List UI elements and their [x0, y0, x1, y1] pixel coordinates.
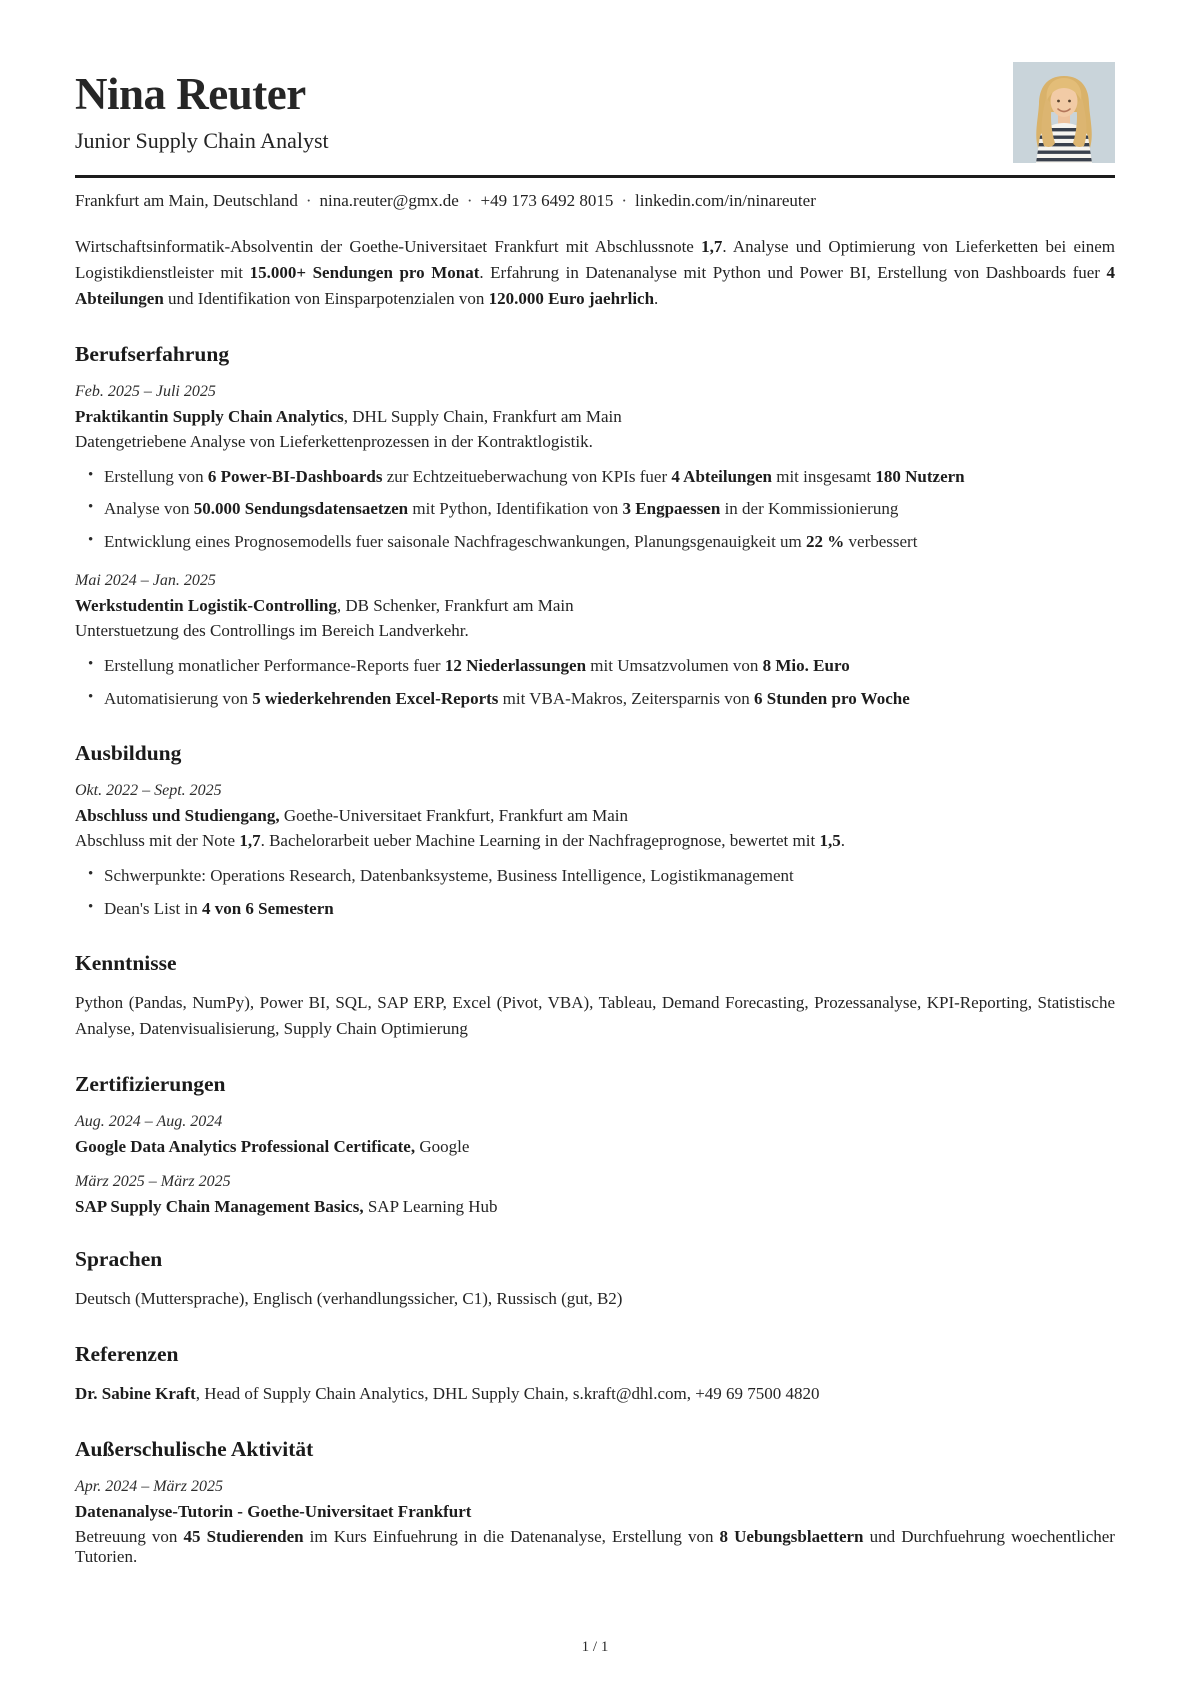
- certification-entry: [75, 1173, 1115, 1217]
- contact-line: [75, 191, 1115, 211]
- entry-date: März 2025 – März 2025: [75, 1173, 231, 1191]
- contact-linkedin: linkedin.com/in/ninareuter: [635, 190, 816, 210]
- contact-email: nina.reuter@gmx.de: [319, 190, 459, 210]
- page-footer: [0, 1639, 1190, 1656]
- experience-entry: [75, 383, 1115, 555]
- header-divider: [75, 175, 1115, 178]
- entry-description: Abschluss mit der Note 1,7. Bachelorarbeit ueber Machine Learning in der Nachfrageprognose, bewertet mit 1,5.: [75, 831, 845, 851]
- entry-description: Unterstuetzung des Controllings im Bereich Landverkehr.: [75, 621, 469, 641]
- entry-description: Betreuung von 45 Studierenden im Kurs Einfuehrung in die Datenanalyse, Erstellung von 8 Uebungsblaettern und Durchfuehrung woechentlicher Tutorien.: [75, 1527, 1115, 1567]
- skills-paragraph: Python (Pandas, NumPy), Power BI, SQL, SAP ERP, Excel (Pivot, VBA), Tableau, Demand Forecasting, Prozessanalyse, KPI-Reporting, Statistische Analyse, Datenvisualisierung, Supply Chain Optimierung: [75, 993, 1115, 1039]
- bullet-item: • Erstellung von 6 Power-BI-Dashboards zur Echtzeitueberwachung von KPIs fuer 4 Abteilungen mit insgesamt 180 Nutzern: [104, 464, 1115, 490]
- person-job-title: Junior Supply Chain Analyst: [75, 127, 329, 153]
- person-name: Nina Reuter: [75, 69, 306, 119]
- bullet-item: • Automatisierung von 5 wiederkehrenden Excel-Reports mit VBA-Makros, Zeitersparnis von 6 Stunden pro Woche: [104, 686, 1115, 712]
- header: [75, 69, 1115, 154]
- entry-title: SAP Supply Chain Management Basics, SAP Learning Hub: [75, 1197, 498, 1217]
- section-heading-experience: Berufserfahrung: [75, 341, 230, 366]
- entry-title: Abschluss und Studiengang, Goethe-Universitaet Frankfurt, Frankfurt am Main: [75, 806, 628, 826]
- bullet-item: • Erstellung monatlicher Performance-Reports fuer 12 Niederlassungen mit Umsatzvolumen von 8 Mio. Euro: [104, 653, 1115, 679]
- section-heading-languages: Sprachen: [75, 1247, 163, 1272]
- education-entry: [75, 782, 1115, 921]
- entry-title: Werkstudentin Logistik-Controlling, DB Schenker, Frankfurt am Main: [75, 596, 574, 616]
- entry-date: Aug. 2024 – Aug. 2024: [75, 1113, 223, 1131]
- bullet-item: • Dean's List in 4 von 6 Semestern: [104, 896, 1115, 922]
- entry-title: Datenanalyse-Tutorin - Goethe-Universitaet Frankfurt: [75, 1502, 472, 1522]
- section-heading-certifications: Zertifizierungen: [75, 1072, 226, 1097]
- entry-title: Praktikantin Supply Chain Analytics, DHL Supply Chain, Frankfurt am Main: [75, 406, 622, 426]
- contact-separator: ·: [621, 190, 628, 210]
- certification-entry: [75, 1113, 1115, 1157]
- entry-description: Datengetriebene Analyse von Lieferkettenprozessen in der Kontraktlogistik.: [75, 431, 593, 451]
- entry-date: Feb. 2025 – Juli 2025: [75, 382, 216, 400]
- experience-entry: [75, 572, 1115, 711]
- entry-bullet-list: [75, 863, 1115, 921]
- summary-paragraph: Wirtschaftsinformatik-Absolventin der Goethe-Universitaet Frankfurt mit Abschlussnote 1,7. Analyse und Optimierung von Lieferketten bei einem Logistikdienstleister mit 15.000+ Sendungen pro Monat. Erfahrung in Datenanalyse mit Python und Power BI, Erstellung von Dashboards fuer 4 Abteilungen und Identifikation von Einsparpotenzialen von 120.000 Euro jaehrlich.: [75, 236, 1116, 308]
- activity-entry: [75, 1478, 1115, 1567]
- section-heading-activities: Außerschulische Aktivität: [75, 1437, 314, 1462]
- references-paragraph: Dr. Sabine Kraft, Head of Supply Chain Analytics, DHL Supply Chain, s.kraft@dhl.com, +49 69 7500 4820: [75, 1384, 820, 1404]
- summary-section: [75, 234, 1115, 312]
- section-heading-education: Ausbildung: [75, 741, 182, 766]
- entry-date: Okt. 2022 – Sept. 2025: [75, 782, 222, 800]
- contact-separator: ·: [305, 190, 312, 210]
- contact-separator: ·: [466, 190, 473, 210]
- bullet-item: • Schwerpunkte: Operations Research, Datenbanksysteme, Business Intelligence, Logistikmanagement: [104, 863, 1115, 889]
- contact-phone: +49 173 6492 8015: [480, 190, 614, 210]
- entry-date: Apr. 2024 – März 2025: [75, 1478, 224, 1496]
- page-number: 1 / 1: [581, 1639, 609, 1655]
- bullet-item: • Entwicklung eines Prognosemodells fuer saisonale Nachfrageschwankungen, Planungsgenauigkeit um 22 % verbessert: [104, 529, 1115, 555]
- portrait-illustration: [1013, 62, 1115, 163]
- entry-bullet-list: [75, 653, 1115, 711]
- bullet-item: • Analyse von 50.000 Sendungsdatensaetzen mit Python, Identifikation von 3 Engpaessen in der Kommissionierung: [104, 496, 1115, 522]
- section-heading-references: Referenzen: [75, 1342, 179, 1367]
- languages-paragraph: Deutsch (Muttersprache), Englisch (verhandlungssicher, C1), Russisch (gut, B2): [75, 1289, 623, 1309]
- entry-title: Google Data Analytics Professional Certificate, Google: [75, 1137, 470, 1157]
- profile-photo: [1013, 62, 1115, 163]
- entry-bullet-list: [75, 464, 1115, 555]
- section-heading-skills: Kenntnisse: [75, 951, 177, 976]
- contact-location: Frankfurt am Main, Deutschland: [75, 190, 298, 210]
- entry-date: Mai 2024 – Jan. 2025: [75, 572, 216, 590]
